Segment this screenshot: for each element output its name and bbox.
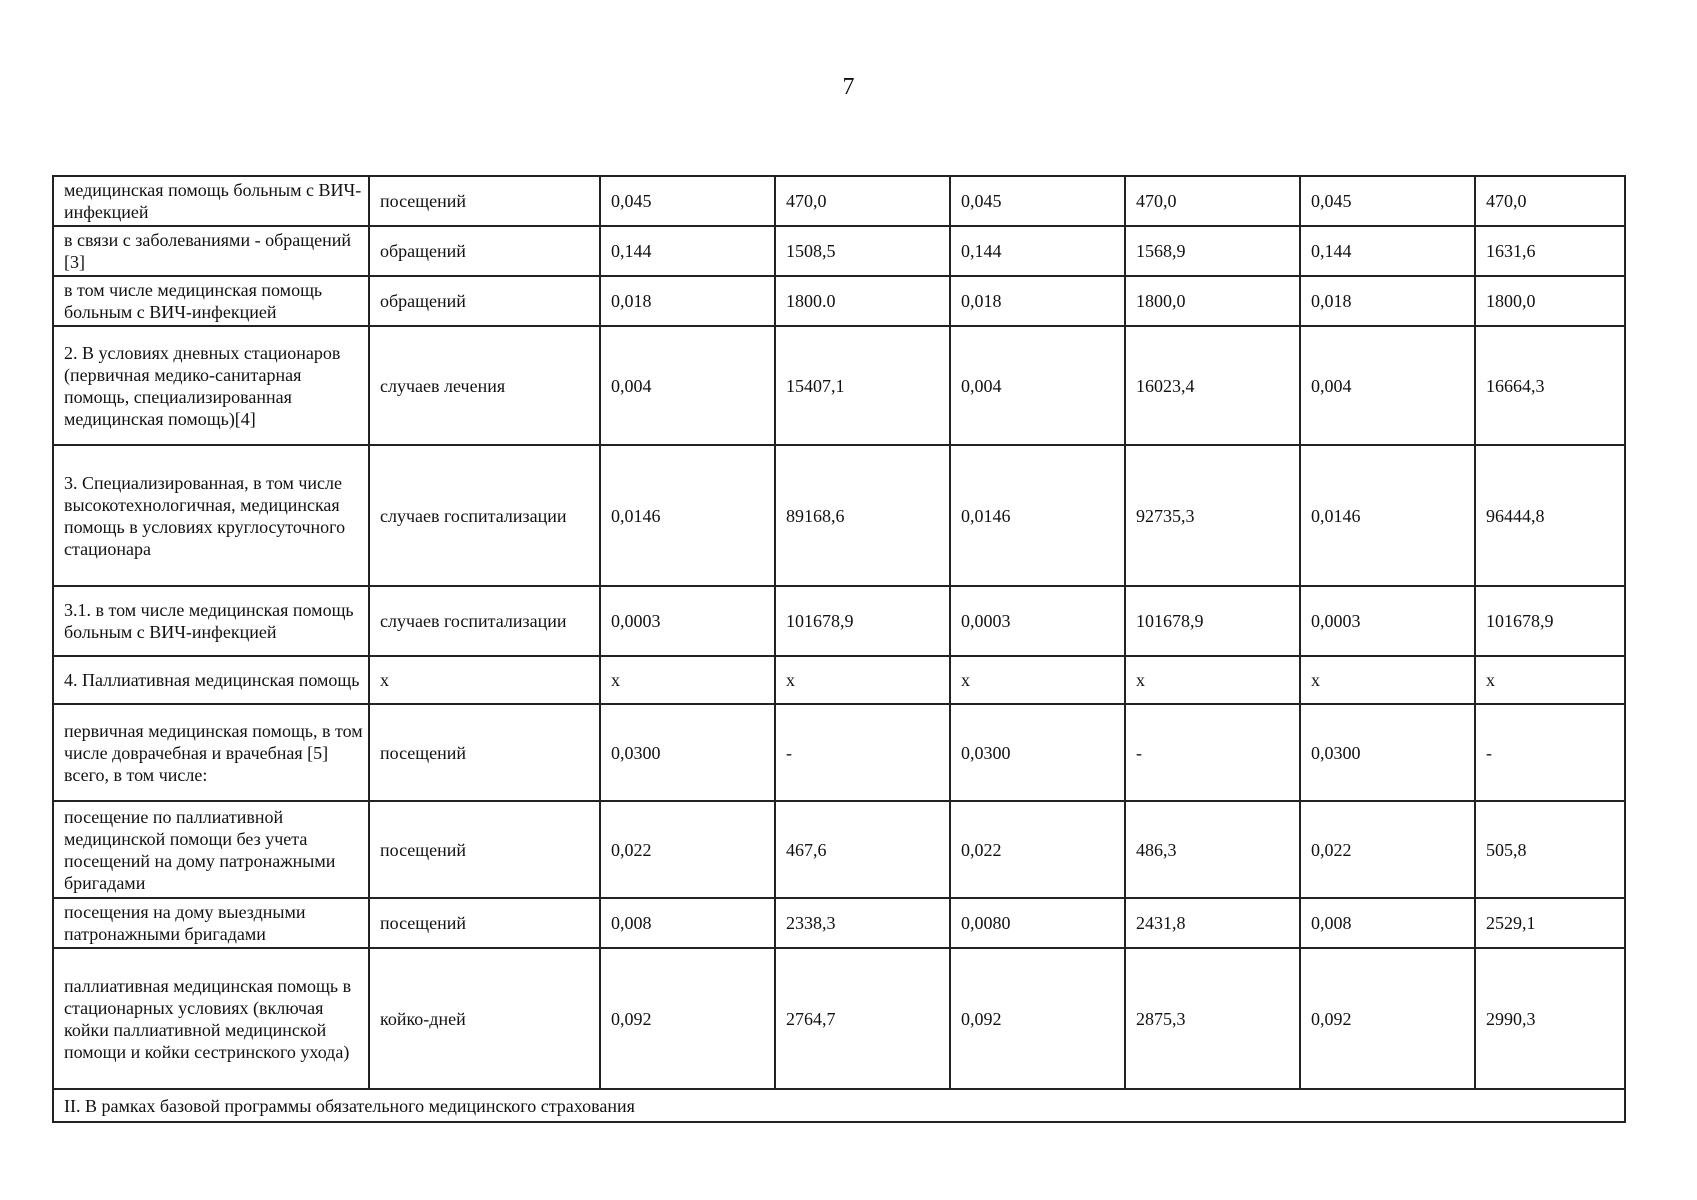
value-cell: 15407,1 <box>775 326 950 445</box>
value-cell: 0,018 <box>950 276 1125 326</box>
unit-cell: случаев госпитализации <box>369 586 600 656</box>
table-row <box>53 801 1625 898</box>
value-cell: х <box>600 656 775 704</box>
table-row <box>53 276 1625 326</box>
value-cell: х <box>950 656 1125 704</box>
value-cell: 89168,6 <box>775 445 950 586</box>
value-cell: 0,022 <box>1300 801 1475 898</box>
value-cell: 16664,3 <box>1475 326 1625 445</box>
value-cell: 0,0080 <box>950 898 1125 948</box>
value-cell: - <box>1125 704 1300 801</box>
value-cell: 0,022 <box>600 801 775 898</box>
table-row <box>53 656 1625 704</box>
table-row <box>53 445 1625 586</box>
table-row <box>53 898 1625 948</box>
value-cell: 101678,9 <box>775 586 950 656</box>
table-row <box>53 326 1625 445</box>
value-cell: 2338,3 <box>775 898 950 948</box>
value-cell: х <box>1125 656 1300 704</box>
section-row <box>53 1089 1625 1122</box>
row-name-cell: медицинская помощь больным с ВИЧ-инфекцией <box>53 176 369 226</box>
value-cell: х <box>1300 656 1475 704</box>
table-row <box>53 586 1625 656</box>
unit-cell: посещений <box>369 176 600 226</box>
value-cell: 2764,7 <box>775 948 950 1089</box>
value-cell: 0,144 <box>950 226 1125 276</box>
data-table <box>52 175 1626 1123</box>
row-name-cell: в том числе медицинская помощь больным с ВИЧ-инфекцией <box>53 276 369 326</box>
value-cell: 16023,4 <box>1125 326 1300 445</box>
value-cell: 0,0300 <box>1300 704 1475 801</box>
unit-cell: обращений <box>369 226 600 276</box>
value-cell: 0,045 <box>600 176 775 226</box>
value-cell: 92735,3 <box>1125 445 1300 586</box>
unit-cell: случаев лечения <box>369 326 600 445</box>
row-name-cell: 3.1. в том числе медицинская помощь больным с ВИЧ-инфекцией <box>53 586 369 656</box>
unit-cell: посещений <box>369 801 600 898</box>
unit-cell: обращений <box>369 276 600 326</box>
value-cell: х <box>775 656 950 704</box>
table-row <box>53 226 1625 276</box>
table-row <box>53 176 1625 226</box>
row-name-cell: посещение по паллиативной медицинской помощи без учета посещений на дому патронажными бригадами <box>53 801 369 898</box>
row-name-cell: посещения на дому выездными патронажными бригадами <box>53 898 369 948</box>
unit-cell: посещений <box>369 704 600 801</box>
value-cell: 2529,1 <box>1475 898 1625 948</box>
value-cell: 486,3 <box>1125 801 1300 898</box>
value-cell: 0,144 <box>600 226 775 276</box>
value-cell: 0,018 <box>1300 276 1475 326</box>
table-row <box>53 704 1625 801</box>
value-cell: 0,045 <box>950 176 1125 226</box>
value-cell: - <box>775 704 950 801</box>
row-name-cell: первичная медицинская помощь, в том числе доврачебная и врачебная [5] всего, в том числе: <box>53 704 369 801</box>
value-cell: 0,004 <box>950 326 1125 445</box>
value-cell: 0,022 <box>950 801 1125 898</box>
table-row <box>53 948 1625 1089</box>
value-cell: 1631,6 <box>1475 226 1625 276</box>
row-name-cell: в связи с заболеваниями - обращений [3] <box>53 226 369 276</box>
value-cell: 0,008 <box>600 898 775 948</box>
value-cell: 467,6 <box>775 801 950 898</box>
value-cell: 1568,9 <box>1125 226 1300 276</box>
value-cell: 96444,8 <box>1475 445 1625 586</box>
value-cell: 0,092 <box>600 948 775 1089</box>
value-cell: 1800,0 <box>1475 276 1625 326</box>
value-cell: 0,045 <box>1300 176 1475 226</box>
value-cell: 0,092 <box>1300 948 1475 1089</box>
row-name-cell: 4. Паллиативная медицинская помощь <box>53 656 369 704</box>
value-cell: 1800,0 <box>1125 276 1300 326</box>
value-cell: х <box>1475 656 1625 704</box>
value-cell: 2431,8 <box>1125 898 1300 948</box>
value-cell: 505,8 <box>1475 801 1625 898</box>
unit-cell: посещений <box>369 898 600 948</box>
row-name-cell: 2. В условиях дневных стационаров (первичная медико-санитарная помощь, специализированная медицинская помощь)[4] <box>53 326 369 445</box>
value-cell: 0,0300 <box>600 704 775 801</box>
value-cell: 0,008 <box>1300 898 1475 948</box>
unit-cell: случаев госпитализации <box>369 445 600 586</box>
section-heading: II. В рамках базовой программы обязательного медицинского страхования <box>53 1089 1625 1122</box>
value-cell: 101678,9 <box>1125 586 1300 656</box>
value-cell: 470,0 <box>775 176 950 226</box>
value-cell: 470,0 <box>1125 176 1300 226</box>
value-cell: 2875,3 <box>1125 948 1300 1089</box>
page-number: 7 <box>842 74 855 100</box>
value-cell: 0,0300 <box>950 704 1125 801</box>
unit-cell: койко-дней <box>369 948 600 1089</box>
value-cell: 0,0146 <box>950 445 1125 586</box>
value-cell: 0,018 <box>600 276 775 326</box>
value-cell: 0,004 <box>600 326 775 445</box>
value-cell: 2990,3 <box>1475 948 1625 1089</box>
value-cell: - <box>1475 704 1625 801</box>
value-cell: 101678,9 <box>1475 586 1625 656</box>
value-cell: 470,0 <box>1475 176 1625 226</box>
value-cell: 0,0146 <box>1300 445 1475 586</box>
row-name-cell: 3. Специализированная, в том числе высокотехнологичная, медицинская помощь в условиях круглосуточного стационара <box>53 445 369 586</box>
value-cell: 1508,5 <box>775 226 950 276</box>
value-cell: 0,144 <box>1300 226 1475 276</box>
value-cell: 0,004 <box>1300 326 1475 445</box>
value-cell: 1800.0 <box>775 276 950 326</box>
row-name-cell: паллиативная медицинская помощь в стационарных условиях (включая койки паллиативной медицинской помощи и койки сестринского ухода) <box>53 948 369 1089</box>
unit-cell: х <box>369 656 600 704</box>
value-cell: 0,0003 <box>600 586 775 656</box>
value-cell: 0,0003 <box>1300 586 1475 656</box>
value-cell: 0,092 <box>950 948 1125 1089</box>
value-cell: 0,0003 <box>950 586 1125 656</box>
value-cell: 0,0146 <box>600 445 775 586</box>
